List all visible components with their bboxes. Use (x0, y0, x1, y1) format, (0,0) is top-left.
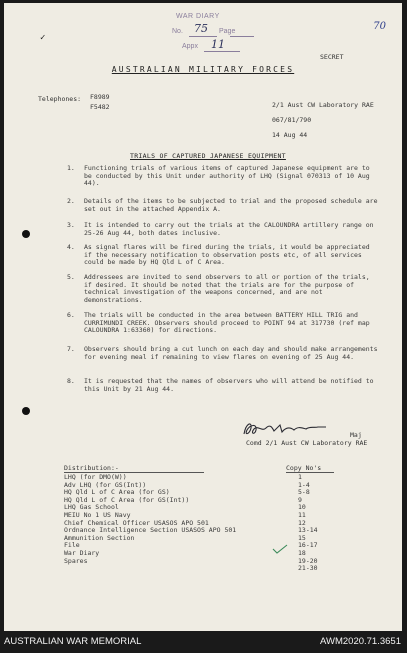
archive-footer (0, 631, 407, 653)
copy-numbers: 18 (298, 548, 306, 557)
distribution-row (64, 564, 364, 572)
paragraph (67, 346, 379, 370)
sender-unit: 2/1 Aust CW Laboratory RAE (272, 101, 374, 109)
addressee: Adv LHQ (for GS(Int)) (64, 480, 147, 489)
stamp-no-label: No. (172, 28, 183, 35)
paragraph-text: The trials will be conducted in the area between BATTERY HILL TRIG and CURRIMUNDI CREEK. Observers should proceed to POINT 94 at 317730 (ref map CALOUNDRA 1:63360) for directions. (84, 311, 370, 335)
copy-numbers: 5-8 (298, 488, 310, 497)
addressee: Spares (64, 556, 88, 565)
paragraph-text: As signal flares will be fired during the trials, it would be appreciated if the necessary notification to observation posts etc, of all services could be made by HQ Qld L of C Area. (84, 243, 370, 267)
paragraph-text: Addressees are invited to send observers to all or portion of the trials, if desired. It should be noted that the trials are for the purpose of technical investigation of the weapons concerned, and are not demonstrations. (84, 273, 370, 304)
copy-numbers-heading: Copy No's (286, 464, 322, 472)
copy-numbers: 10 (298, 503, 306, 512)
handwritten-signature (240, 419, 332, 439)
tick-mark: ✓ (40, 33, 46, 43)
classification: SECRET (320, 53, 344, 61)
paragraph-text: Details of the items to be subjected to trial and the proposed schedule are set out in the attached Appendix A. (84, 197, 378, 213)
distribution-heading: Distribution:- (64, 464, 119, 472)
paragraph (67, 312, 379, 336)
stamp-no-value: 75 (194, 22, 208, 35)
addressee: MEIU No 1 US Navy (64, 510, 131, 519)
sender-block (272, 98, 374, 143)
paragraph (67, 244, 379, 268)
paragraph-number: 4. (67, 243, 75, 251)
copy-numbers: 19-20 (298, 556, 318, 565)
copy-numbers: 12 (298, 518, 306, 527)
letter-date: 14 Aug 44 (272, 131, 308, 139)
stamp-appx-value: 11 (211, 38, 225, 51)
addressee: HQ Qld L of C Area (for GS) (64, 488, 170, 497)
distribution-row (64, 496, 364, 504)
copy-numbers: 16-17 (298, 541, 318, 550)
copy-numbers: 15 (298, 533, 306, 542)
distribution-row (64, 481, 364, 489)
distribution-list (64, 473, 364, 572)
paragraph-number: 8. (67, 377, 75, 385)
document-page (4, 3, 402, 631)
paragraph (67, 273, 379, 304)
paragraph (67, 198, 379, 214)
paragraph (67, 165, 379, 189)
paragraph-number: 1. (67, 164, 75, 172)
distribution-row (64, 511, 364, 519)
distribution-row (64, 541, 364, 549)
paragraph-text: Observers should bring a cut lunch on each day and should make arrangements for evening meal if remaining to view flares on evening of 25 Aug 44. (84, 345, 378, 361)
copy-numbers: 1-4 (298, 480, 310, 489)
footer-institution: AUSTRALIAN WAR MEMORIAL (4, 636, 142, 647)
punch-hole (22, 230, 30, 238)
copy-numbers: 9 (298, 495, 302, 504)
distribution-row (64, 526, 364, 534)
telephones-label: Telephones: (38, 95, 82, 103)
paragraph-number: 6. (67, 311, 75, 319)
paragraph-number: 5. (67, 273, 75, 281)
addressee: War Diary (64, 548, 100, 557)
addressee: Chief Chemical Officer USASOS APO 501 (64, 518, 209, 527)
distribution-row (64, 519, 364, 527)
footer-accession-number: AWM2020.71.3651 (320, 636, 401, 647)
paragraph-number: 7. (67, 345, 75, 353)
stamp-title: WAR DIARY (176, 13, 220, 20)
punch-hole (22, 407, 30, 415)
file-reference: 067/81/790 (272, 116, 312, 124)
stamp-appx-label: Appx (182, 43, 198, 50)
addressee: LHQ Gas School (64, 503, 119, 512)
folio-number: 70 (373, 21, 386, 32)
paragraph-text: It is requested that the names of observers who will attend be notified to this Unit by 21 Aug 44. (84, 377, 374, 393)
distribution-row (64, 549, 364, 557)
copy-numbers: 21-30 (298, 564, 318, 573)
paragraph-number: 2. (67, 197, 75, 205)
signatory-appointment: Comd 2/1 Aust CW Laboratory RAE (246, 439, 368, 447)
distribution-row (64, 534, 364, 542)
addressee: File (64, 541, 80, 550)
green-tick-mark (272, 544, 288, 554)
subject-title: TRIALS OF CAPTURED JAPANESE EQUIPMENT (130, 152, 286, 160)
distribution-row (64, 557, 364, 565)
copy-numbers: 13-14 (298, 526, 318, 535)
signatory-rank: Maj (350, 431, 362, 439)
stamp-page-label: Page (219, 28, 236, 35)
copy-numbers: 11 (298, 510, 306, 519)
distribution-row (64, 488, 364, 496)
addressee: Ammunition Section (64, 533, 135, 542)
letterhead: AUSTRALIAN MILITARY FORCES (111, 65, 295, 74)
paragraph-text: It is intended to carry out the trials at the CALOUNDRA artillery range on 25-26 Aug 44, both dates inclusive. (84, 221, 374, 237)
paragraph (67, 378, 379, 394)
addressee: LHQ (for DMO(W)) (64, 473, 127, 481)
telephone-number: F5482 (90, 103, 110, 111)
distribution-row (64, 503, 364, 511)
addressee: HQ Qld L of C Area (for GS(Int)) (64, 495, 190, 504)
telephone-number: F8989 (90, 93, 110, 101)
addressee: Ordnance Intelligence Section USASOS APO 501 (64, 526, 237, 535)
paragraph (67, 222, 379, 238)
paragraph-text: Functioning trials of various items of captured Japanese equipment are to be conducted by this Unit under authority of LHQ (Signal 070313 of 10 Aug 44). (84, 164, 370, 188)
distribution-row (64, 473, 364, 481)
telephone-numbers (90, 92, 110, 112)
copy-numbers: 1 (298, 473, 302, 481)
paragraph-number: 3. (67, 221, 75, 229)
war-diary-stamp (166, 13, 256, 55)
